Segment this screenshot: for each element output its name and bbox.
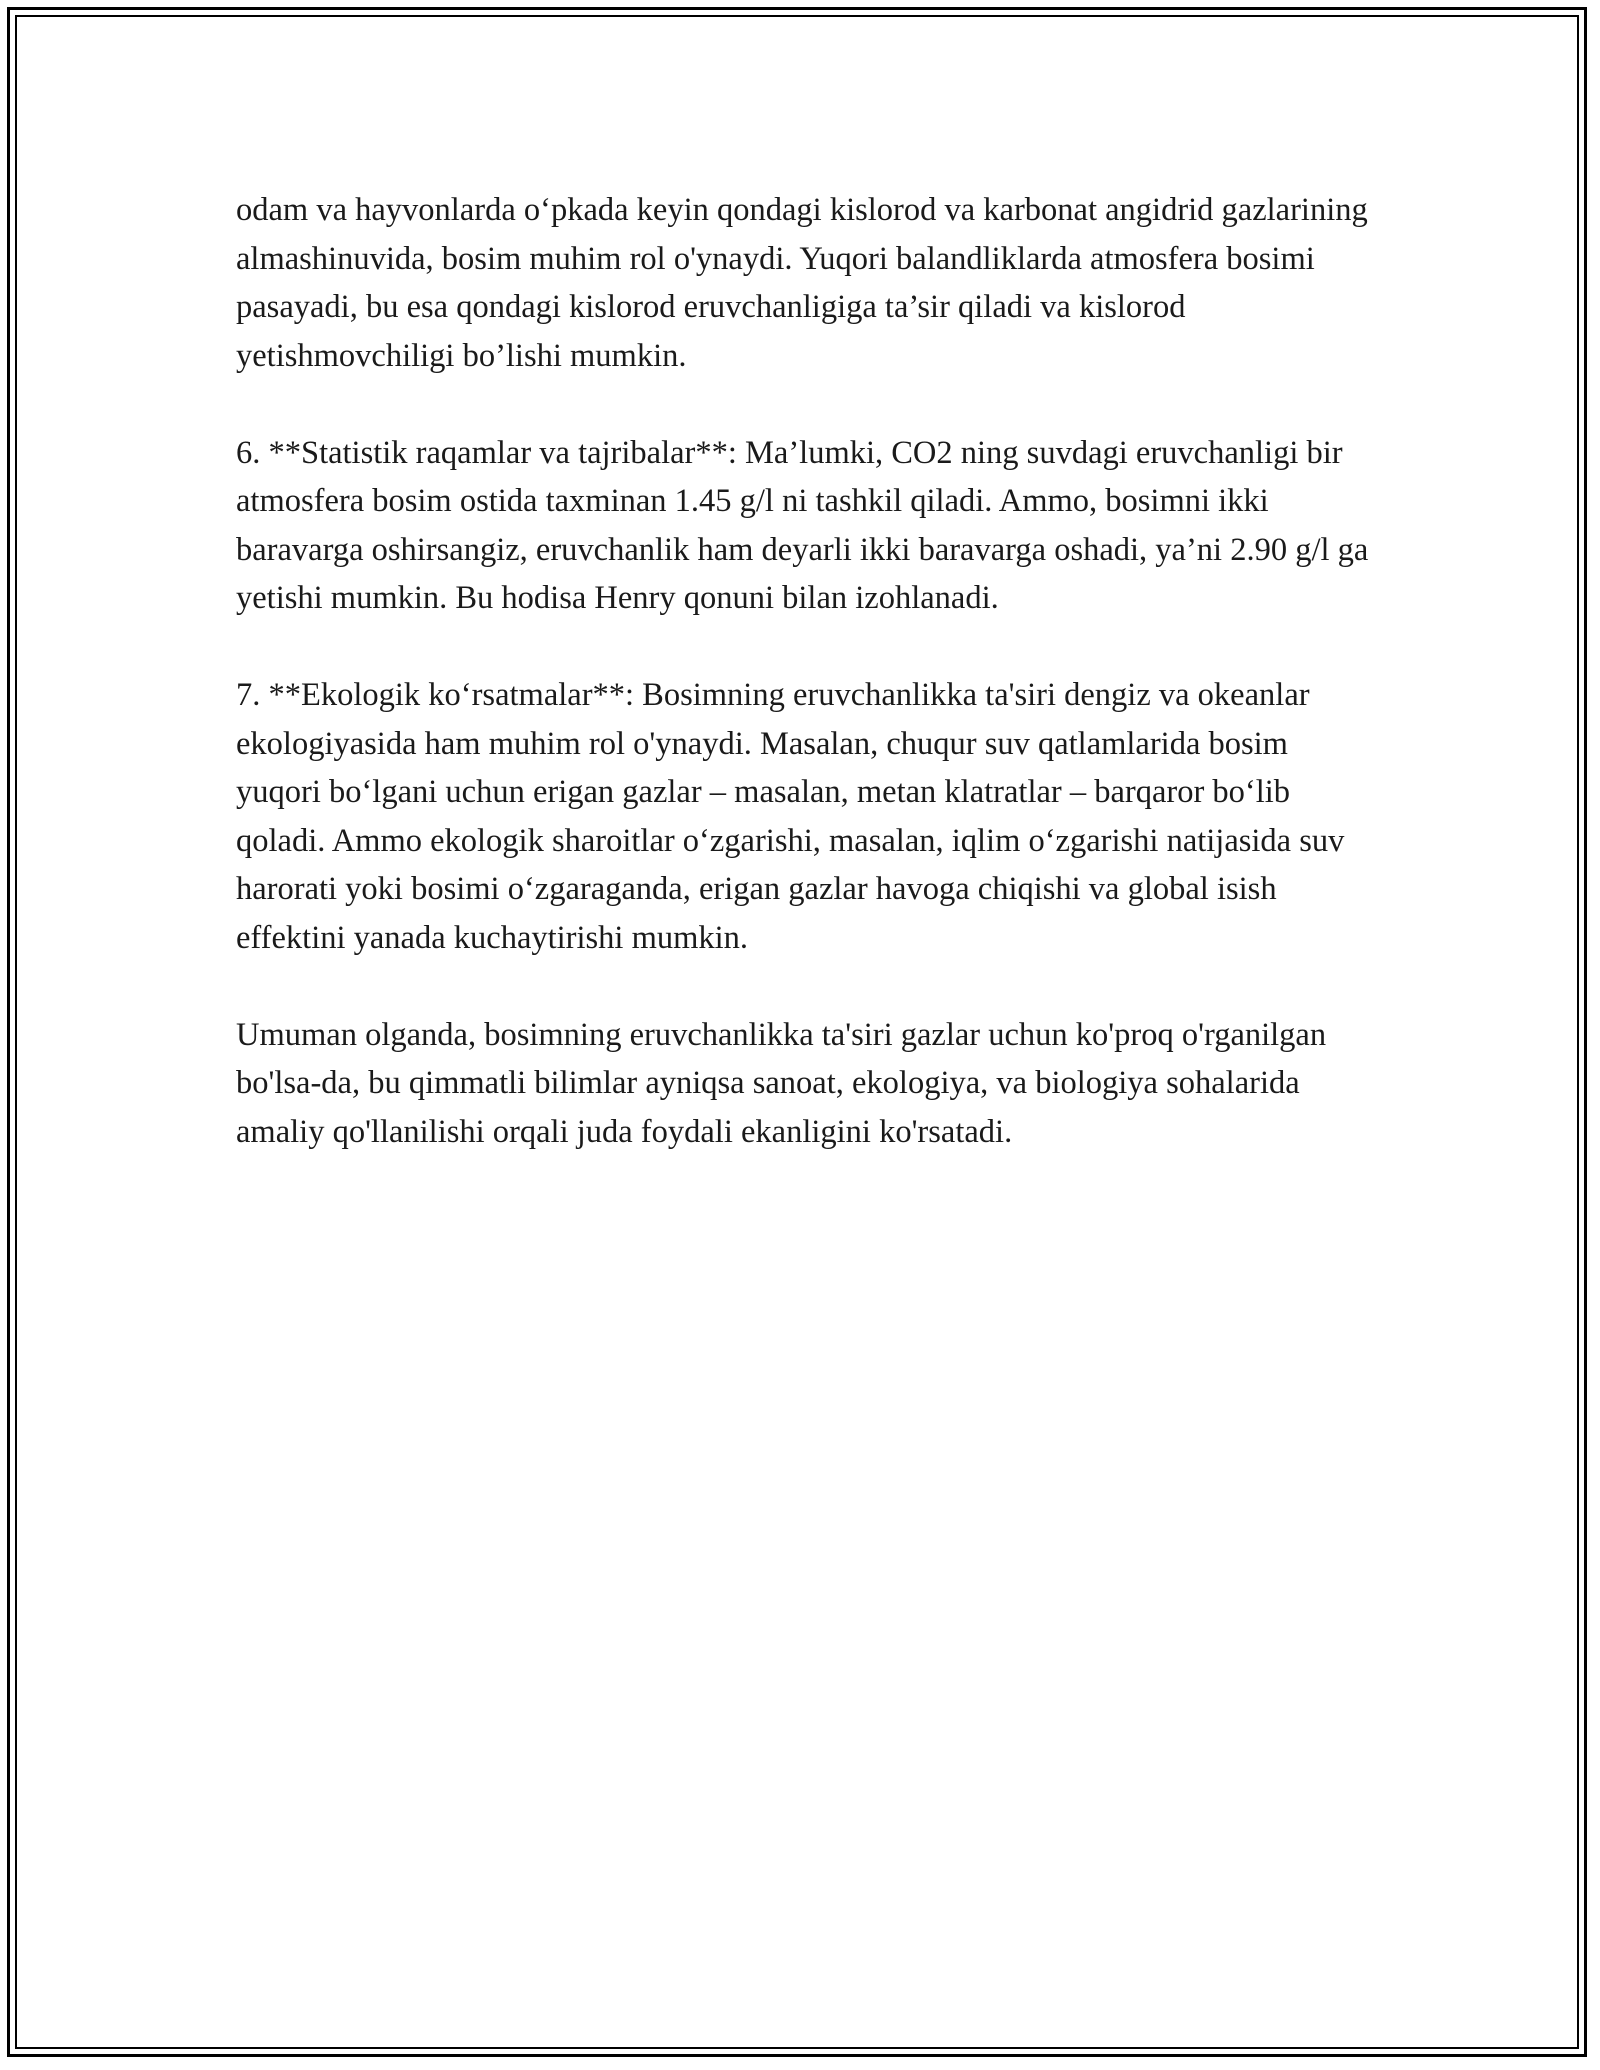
paragraph-gas-exchange: odam va hayvonlarda o‘pkada keyin qondagi kislorod va karbonat angidrid gazlarining almashinuvida, bosim muhim rol o'ynaydi. Yuqori balandliklarda atmosfera bosimi pasayadi, bu esa qondagi kislorod eruvchanligiga ta’sir qiladi va kislorod yetishmovchiligi bo’lishi mumkin. <box>236 192 1368 374</box>
paragraph-ecology: 7. **Ekologik ko‘rsatmalar**: Bosimning eruvchanlikka ta'siri dengiz va okeanlar ekologiyasida ham muhim rol o'ynaydi. Masalan, chuqur suv qatlamlarida bosim yuqori bo‘lgani uchun erigan gazlar – masalan, metan klatratlar – barqaror bo‘lib qoladi. Ammo ekologik sharoitlar o‘zgarishi, masalan, iqlim o‘zgarishi natijasida suv harorati yoki bosimi o‘zgaraganda, erigan gazlar havoga chiqishi va global isish effektini yanada kuchaytirishi mumkin. <box>236 677 1345 956</box>
document-body <box>236 186 1376 1205</box>
paragraph-conclusion: Umuman olganda, bosimning eruvchanlikka ta'siri gazlar uchun ko'proq o'rganilgan bo'lsa-da, bu qimmatli bilimlar ayniqsa sanoat, ekologiya, va biologiya sohalarida amaliy qo'llanilishi orqali juda foydali ekanligini ko'rsatadi. <box>236 1016 1327 1150</box>
paragraph-statistics: 6. **Statistik raqamlar va tajribalar**: Ma’lumki, CO2 ning suvdagi eruvchanligi bir atmosfera bosim ostida taxminan 1.45 g/l ni tashkil qiladi. Ammo, bosimni ikki baravarga oshirsangiz, eruvchanlik ham deyarli ikki baravarga oshadi, ya’ni 2.90 g/l ga yetishi mumkin. Bu hodisa Henry qonuni bilan izohlanadi. <box>236 434 1369 616</box>
